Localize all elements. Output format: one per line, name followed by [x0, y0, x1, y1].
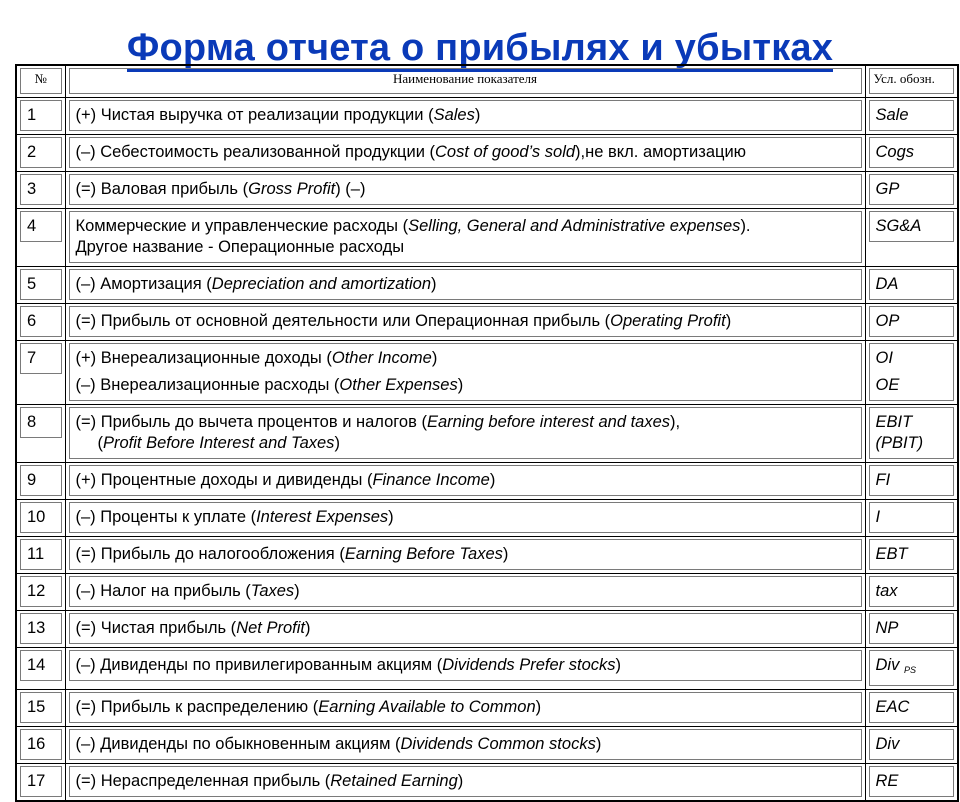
indicator-english: Other Income: [331, 349, 432, 367]
row-indicator-cell: [65, 648, 865, 690]
indicator-suffix: ): [457, 772, 464, 790]
abbr: EBIT: [875, 413, 913, 431]
header-num: №: [16, 65, 65, 98]
row-indicator-cell: [65, 267, 865, 304]
indicator-english: Finance Income: [372, 471, 490, 489]
row-number: 8: [20, 407, 62, 438]
indicator-english: Selling, General and Administrative expenses: [408, 217, 741, 235]
row-indicator-cell: [65, 611, 865, 648]
indicator-english: Earning before interest and taxes: [426, 413, 671, 431]
abbr: SG&A: [875, 217, 922, 235]
table-row: [16, 98, 958, 135]
indicator-text: (–) Дивиденды по привилегированным акциям (: [75, 656, 443, 674]
abbr-subscript: PS: [903, 665, 916, 675]
row-number: 14: [20, 650, 62, 681]
row-abbr-cell: [865, 341, 958, 405]
row-indicator-cell: [65, 172, 865, 209]
row-indicator-cell: [65, 690, 865, 727]
row-indicator-cell: [65, 574, 865, 611]
table-row: [16, 135, 958, 172]
indicator-alt-name: Другое название - Операционные расходы: [75, 238, 405, 256]
indicator-text: (+) Чистая выручка от реализации продукции (: [75, 106, 434, 124]
table-row: [16, 304, 958, 341]
indicator-second-line: [76, 375, 855, 396]
row-indicator-cell: [65, 463, 865, 500]
abbr: EBT: [875, 545, 908, 563]
row-abbr-cell: [865, 764, 958, 802]
row-number: 7: [20, 343, 62, 374]
indicator-english: Dividends Common stocks: [400, 735, 596, 753]
row-number: 17: [20, 766, 62, 797]
row-indicator-cell: [65, 98, 865, 135]
row-number-cell: [16, 648, 65, 690]
indicator-english: Net Profit: [236, 619, 305, 637]
table-row: [16, 405, 958, 463]
row-abbr-cell: [865, 690, 958, 727]
abbr: Cogs: [875, 143, 915, 161]
header-abbr: Усл. обозн.: [865, 65, 958, 98]
indicator-suffix: ): [725, 312, 732, 330]
row-abbr-cell: [865, 500, 958, 537]
abbr: DA: [875, 275, 899, 293]
header-name: Наименование показателя: [65, 65, 865, 98]
indicator-text: (+) Процентные доходы и дивиденды (: [75, 471, 373, 489]
abbr: FI: [875, 471, 891, 489]
indicator-text-2: (: [97, 434, 103, 452]
row-indicator-cell: [65, 764, 865, 802]
indicator-suffix-2: ): [334, 434, 340, 452]
row-indicator-cell: [65, 500, 865, 537]
row-indicator-cell: [65, 537, 865, 574]
indicator-text-2: (–) Внереализационные расходы (: [75, 376, 340, 394]
abbr-2: (PBIT): [875, 434, 924, 452]
row-number-cell: [16, 537, 65, 574]
indicator-text: Коммерческие и управленческие расходы (: [75, 217, 409, 235]
indicator-english-2: Other Expenses: [339, 376, 458, 394]
abbr: NP: [875, 619, 899, 637]
indicator-suffix: ): [474, 106, 481, 124]
row-indicator-cell: [65, 727, 865, 764]
abbr: Sale: [875, 106, 909, 124]
table-row: [16, 537, 958, 574]
abbr: OP: [875, 312, 900, 330]
table-row: [16, 341, 958, 405]
row-number: 12: [20, 576, 62, 607]
indicator-suffix: ): [431, 349, 438, 367]
row-number: 6: [20, 306, 62, 337]
indicator-second-line: [76, 433, 855, 454]
row-number-cell: [16, 405, 65, 463]
indicator-text: (–) Себестоимость реализованной продукции (: [75, 143, 435, 161]
indicator-english: Earning Before Taxes: [344, 545, 503, 563]
indicator-text: (=) Чистая прибыль (: [75, 619, 237, 637]
abbr: Div: [875, 735, 900, 753]
table-row: [16, 500, 958, 537]
indicator-english-2: Profit Before Interest and Taxes: [103, 434, 335, 452]
abbr: I: [875, 508, 881, 526]
row-abbr-cell: [865, 463, 958, 500]
indicator-text: (=) Прибыль к распределению (: [75, 698, 319, 716]
income-statement-table: [15, 64, 959, 802]
table-row: [16, 463, 958, 500]
row-number-cell: [16, 690, 65, 727]
row-number: 4: [20, 211, 62, 242]
row-abbr-cell: [865, 172, 958, 209]
indicator-english: Operating Profit: [610, 312, 726, 330]
row-abbr-cell: [865, 267, 958, 304]
abbr: GP: [875, 180, 900, 198]
indicator-english: Gross Profit: [248, 180, 336, 198]
row-indicator-cell: [65, 135, 865, 172]
indicator-english: Taxes: [250, 582, 295, 600]
row-number-cell: [16, 172, 65, 209]
row-number-cell: [16, 135, 65, 172]
indicator-english: Retained Earning: [330, 772, 458, 790]
table-row: [16, 648, 958, 690]
row-number-cell: [16, 98, 65, 135]
row-number-cell: [16, 574, 65, 611]
indicator-text: (–) Амортизация (: [75, 275, 212, 293]
indicator-suffix: ): [615, 656, 622, 674]
abbr: tax: [875, 582, 898, 600]
row-number-cell: [16, 209, 65, 267]
table-header-row: [16, 65, 958, 98]
row-number: 5: [20, 269, 62, 300]
indicator-suffix: ): [388, 508, 394, 526]
row-indicator-cell: [65, 405, 865, 463]
row-number: 11: [20, 539, 62, 570]
indicator-text: (=) Валовая прибыль (: [75, 180, 249, 198]
row-number-cell: [16, 764, 65, 802]
indicator-text: (–) Налог на прибыль (: [75, 582, 251, 600]
row-abbr-cell: [865, 405, 958, 463]
table-row: [16, 574, 958, 611]
row-abbr-cell: [865, 727, 958, 764]
indicator-text: (=) Прибыль от основной деятельности или Операционная прибыль (: [75, 312, 611, 330]
table-row: [16, 727, 958, 764]
row-number: 16: [20, 729, 62, 760]
row-abbr-cell: [865, 98, 958, 135]
indicator-text: (–) Дивиденды по обыкновенным акциям (: [75, 735, 401, 753]
page-title-text: Форма отчета о прибылях и убытках: [127, 27, 833, 72]
indicator-english: Interest Expenses: [256, 508, 389, 526]
indicator-suffix: ),не вкл. амортизацию: [575, 143, 747, 161]
indicator-suffix: ),: [670, 413, 681, 431]
indicator-suffix: ).: [740, 217, 751, 235]
indicator-suffix: ): [294, 582, 300, 600]
table-row: [16, 764, 958, 802]
row-abbr-cell: [865, 209, 958, 267]
indicator-suffix: ): [502, 545, 509, 563]
indicator-english: Depreciation and amortization: [211, 275, 432, 293]
indicator-text: (=) Прибыль до налогообложения (: [75, 545, 345, 563]
abbr: EAC: [875, 698, 910, 716]
row-number: 3: [20, 174, 62, 205]
table-row: [16, 172, 958, 209]
indicator-suffix: ): [489, 471, 496, 489]
indicator-suffix-2: ): [457, 376, 464, 394]
indicator-english: Earning Available to Common: [318, 698, 536, 716]
table-row: [16, 611, 958, 648]
row-abbr-cell: [865, 574, 958, 611]
indicator-suffix: ): [535, 698, 542, 716]
abbr: OI: [875, 349, 893, 367]
row-abbr-cell: [865, 537, 958, 574]
row-number-cell: [16, 463, 65, 500]
abbr: RE: [875, 772, 899, 790]
row-number-cell: [16, 500, 65, 537]
row-number-cell: [16, 611, 65, 648]
row-number-cell: [16, 267, 65, 304]
table-row: [16, 209, 958, 267]
indicator-english: Cost of good’s sold: [435, 143, 576, 161]
row-number-cell: [16, 341, 65, 405]
row-abbr-cell: [865, 304, 958, 341]
table-row: [16, 690, 958, 727]
row-indicator-cell: [65, 209, 865, 267]
row-number-cell: [16, 727, 65, 764]
row-indicator-cell: [65, 304, 865, 341]
indicator-suffix: ): [304, 619, 311, 637]
indicator-suffix: ) (–): [335, 180, 366, 198]
indicator-text: (+) Внереализационные доходы (: [75, 349, 332, 367]
row-number: 2: [20, 137, 62, 168]
row-number: 15: [20, 692, 62, 723]
indicator-english: Dividends Prefer stocks: [442, 656, 616, 674]
row-number: 1: [20, 100, 62, 131]
indicator-text: (=) Прибыль до вычета процентов и налогов (: [75, 413, 427, 431]
indicator-text: (–) Проценты к уплате (: [75, 508, 257, 526]
row-abbr-cell: [865, 611, 958, 648]
abbr: Div: [875, 656, 900, 674]
indicator-text: (=) Нераспределенная прибыль (: [75, 772, 331, 790]
abbr-2: OE: [875, 376, 900, 394]
row-abbr-cell: [865, 648, 958, 690]
row-number: 9: [20, 465, 62, 496]
row-abbr-cell: [865, 135, 958, 172]
indicator-suffix: ): [595, 735, 602, 753]
row-indicator-cell: [65, 341, 865, 405]
row-number: 13: [20, 613, 62, 644]
indicator-english: Sales: [433, 106, 475, 124]
row-number: 10: [20, 502, 62, 533]
indicator-suffix: ): [431, 275, 437, 293]
table-row: [16, 267, 958, 304]
row-number-cell: [16, 304, 65, 341]
